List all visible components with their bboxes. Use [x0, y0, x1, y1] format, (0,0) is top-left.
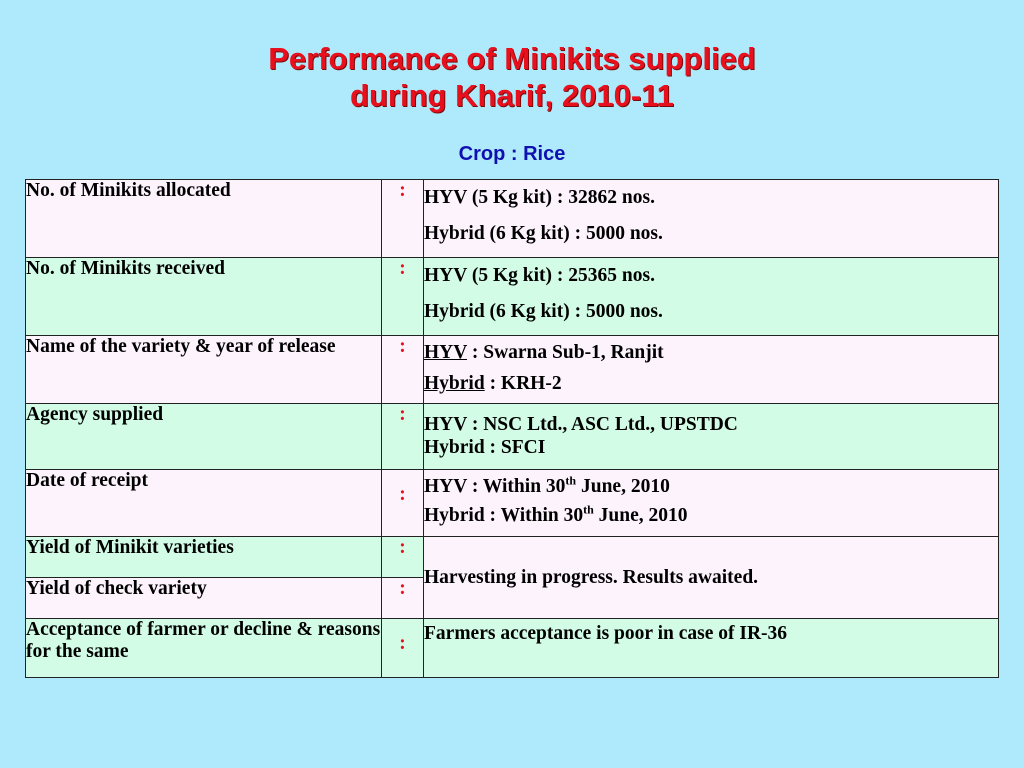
hybrid-key: Hybrid	[424, 373, 485, 394]
page-title	[0, 40, 1024, 114]
row-value	[424, 404, 999, 470]
colon-separator: :	[382, 258, 424, 336]
colon-separator: :	[382, 404, 424, 470]
colon-separator: :	[382, 619, 424, 678]
table-row-acceptance	[26, 619, 999, 678]
hybrid-value	[424, 501, 998, 531]
hybrid-value: Hybrid (6 Kg kit) : 5000 nos.	[424, 223, 663, 244]
table-row-agency	[26, 404, 999, 470]
minikit-table	[25, 179, 999, 678]
row-label: Acceptance of farmer or decline & reasons for the same	[26, 619, 382, 678]
table-row-date	[26, 470, 999, 537]
yield-status-value: Harvesting in progress. Results awaited.	[424, 537, 999, 619]
hyv-value: HYV (5 Kg kit) : 25365 nos.	[424, 265, 655, 286]
ordinal-suffix: th	[583, 502, 594, 517]
hyv-value	[424, 338, 998, 368]
row-label: Yield of check variety	[26, 578, 382, 619]
row-label: Date of receipt	[26, 470, 382, 537]
row-label: No. of Minikits allocated	[26, 180, 382, 258]
colon-separator: :	[382, 180, 424, 258]
hyv-date-prefix: HYV : Within 30	[424, 476, 566, 497]
title-line-2: during Kharif, 2010-11	[350, 78, 674, 113]
colon-separator: :	[382, 537, 424, 578]
row-value	[424, 180, 999, 258]
table-row-variety	[26, 336, 999, 404]
hyv-value: HYV (5 Kg kit) : 32862 nos.	[424, 187, 655, 208]
ordinal-suffix: th	[565, 473, 577, 488]
title-line-1: Performance of Minikits supplied	[268, 41, 756, 76]
colon-separator: :	[382, 470, 424, 537]
hybrid-value: Hybrid : SFCI	[424, 437, 546, 458]
hyv-varieties: : Swarna Sub-1, Ranjit	[466, 342, 664, 363]
row-label: No. of Minikits received	[26, 258, 382, 336]
crop-subtitle: Crop : Rice	[458, 143, 566, 165]
table-row-yield-minikit	[26, 537, 999, 578]
table-row-allocated	[26, 180, 999, 258]
hybrid-date-prefix: Hybrid : Within 30	[424, 505, 584, 526]
hybrid-date-suffix: June, 2010	[593, 505, 688, 526]
hyv-date-suffix: June, 2010	[576, 476, 670, 497]
table-row-received	[26, 258, 999, 336]
row-label: Name of the variety & year of release	[26, 336, 382, 404]
colon-separator: :	[382, 578, 424, 619]
hyv-value	[424, 473, 998, 501]
row-label: Agency supplied	[26, 404, 382, 470]
row-value	[424, 470, 999, 537]
hybrid-value: Hybrid (6 Kg kit) : 5000 nos.	[424, 301, 663, 322]
row-label: Yield of Minikit varieties	[26, 537, 382, 578]
row-value	[424, 336, 999, 404]
row-value	[424, 258, 999, 336]
hyv-value: HYV : NSC Ltd., ASC Ltd., UPSTDC	[424, 414, 738, 435]
hybrid-value	[424, 368, 998, 400]
row-value: Farmers acceptance is poor in case of IR-36	[424, 619, 999, 678]
hybrid-varieties: : KRH-2	[484, 373, 562, 394]
colon-separator: :	[382, 336, 424, 404]
hyv-key: HYV	[424, 342, 467, 363]
